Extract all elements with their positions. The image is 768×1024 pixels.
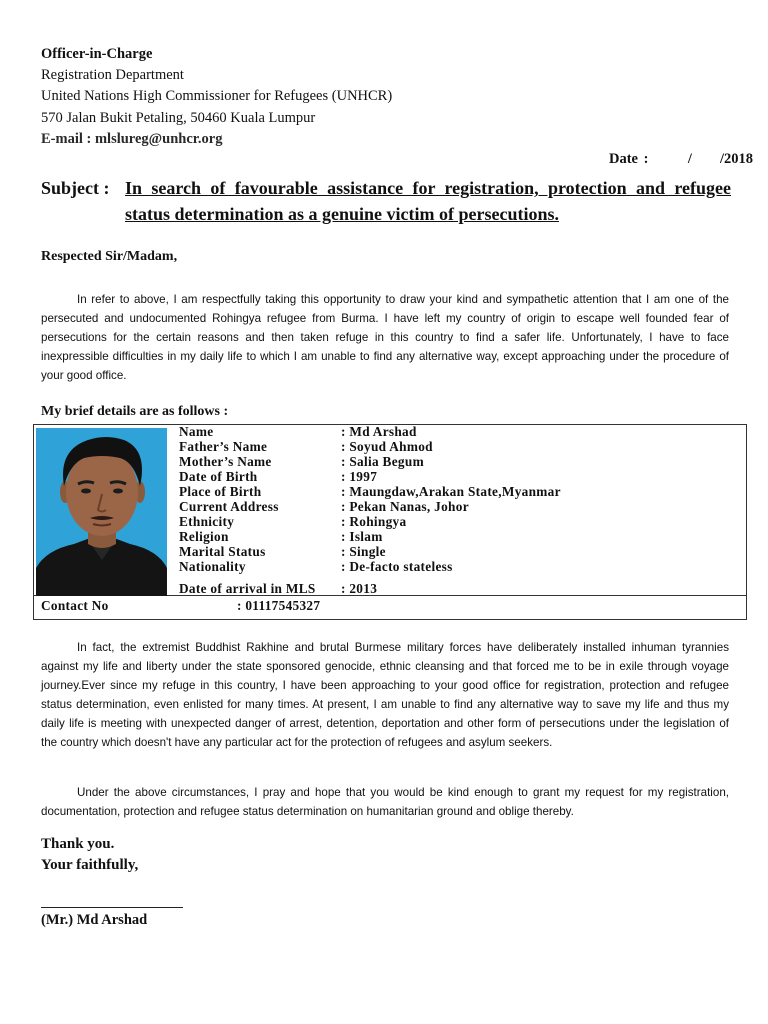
- contact-row: [33, 596, 747, 620]
- paragraph-intro: In refer to above, I am respectfully taking this opportunity to draw your kind and sympathetic attention that I am one of the persecuted and undocumented Rohingya refugee from Burma. I have left my country of origin to escape well founded fear of persecutions for the certain reasons and then taken refuge in this country to find a safer life. Unfortunately, I have to face inexpressible difficulties in my daily life to which I am unable to find any alternative way, except approaching under the procedure of your good office.: [41, 293, 729, 383]
- recipient-department: Registration Department: [41, 67, 184, 84]
- recipient-title: Officer-in-Charge: [41, 46, 153, 62]
- closing: [41, 834, 138, 876]
- closing-signoff: Your faithfully,: [41, 857, 139, 873]
- details-heading: My brief details are as follows :: [41, 404, 229, 419]
- letter-page: Officer-in-Charge Registration Department United Nations High Commissioner for Refugees (UNHCR) 570 Jalan Bukit Petaling, 50460 Kuala Lumpur E-mail : mlslureg@unhcr.org Date : / /2018 Subject : In search of favourable assistance for registration, protection and refugee status determination as a genuine victim of persecutions. Respected Sir/Madam, In refer to above, I am respectfully taking this opportunity to draw your kind and sympathetic attention that I am one of the persecuted and undocumented Rohingya refugee from Burma. I have left my country of origin to escape well founded fear of persecutions for the certain reasons and then taken refuge in this country to find a safer life. Unfortunately, I have to face inexpressible difficulties in my daily life to which I am unable to find any alternative way, except approaching under the procedure of your good office. My brief details are as follows : Name : Md Arshad Father’s Name : Soyud Ahmod Mother’s Name : Salia Begum Date of Birth : 1997 Place of Birth : Maungdaw,Arakan State,Myanmar Current Address : Pekan Nanas, Johor Ethnicity : Rohingya Religion : Islam Marital Status : Single Nationality : De-facto stateless Date of arrival in MLS : 2013 Contact No : 01117545327 In fact, the extremist Buddhist Rakhine and brutal Burmese military forces have deliberately installed inhuman tyrannies against my life and liberty under the state sponsored genocide, ethnic cleansing and that forced me to be in exile through voyage journey.Ever since my refuge in this country, I have been approaching to your good office for registration, protection and refugee status determination, even enlisted for many times. At present, I am unable to find any alternative way to save my life and thus my daily life is meeting with unexpected danger of arrest, detention, deportation and other form of persecutions under the legislation of the country which doesn't have any particular act for the protection of refugees and asylum seekers. Under the above circumstances, I pray and hope that you would be kind enough to grant my request for my registration, documentation, protection and refugee status determination on humanitarian ground and oblige thereby. Thank you. Your faithfully, (Mr.) Md Arshad: [0, 0, 768, 1024]
- portrait-photo-icon: [36, 428, 167, 596]
- paragraph-request: Under the above circumstances, I pray and hope that you would be kind enough to grant my request for my registration, documentation, protection and refugee status determination on humanitarian ground and oblige thereby.: [41, 786, 729, 819]
- recipient-email: E-mail : mlslureg@unhcr.org: [41, 130, 223, 147]
- portrait-photo: [36, 428, 167, 596]
- contact-value: : 01117545327: [237, 598, 321, 613]
- subject-text: In search of favourable assistance for registration, protection and refugee status determination as a genuine victim of persecutions.: [125, 178, 731, 224]
- recipient-address: [41, 44, 392, 150]
- paragraph-body: In fact, the extremist Buddhist Rakhine and brutal Burmese military forces have deliberately installed inhuman tyrannies against my life and liberty under the state sponsored genocide, ethnic cleansing and that forced me to be in exile through voyage journey.Ever since my refuge in this country, I have been approaching to your good office for registration, protection and refugee status determination, even enlisted for many times. At present, I am unable to find any alternative way to save my life and thus my daily life is meeting with unexpected danger of arrest, detention, deportation and other form of persecutions under the legislation of the country which doesn't have any particular act for the protection of refugees and asylum seekers.: [41, 641, 729, 750]
- contact-label: Contact No: [41, 598, 109, 613]
- salutation: Respected Sir/Madam,: [41, 249, 178, 264]
- closing-thanks: Thank you.: [41, 836, 115, 852]
- signature-name: (Mr.) Md Arshad: [41, 912, 148, 928]
- subject-label: Subject :: [41, 178, 110, 198]
- recipient-organization: United Nations High Commissioner for Refugees (UNHCR): [41, 88, 393, 105]
- recipient-street: 570 Jalan Bukit Petaling, 50460 Kuala Lumpur: [41, 109, 316, 126]
- signature-line: [41, 907, 183, 908]
- letter-date: Date : / /2018: [609, 151, 753, 167]
